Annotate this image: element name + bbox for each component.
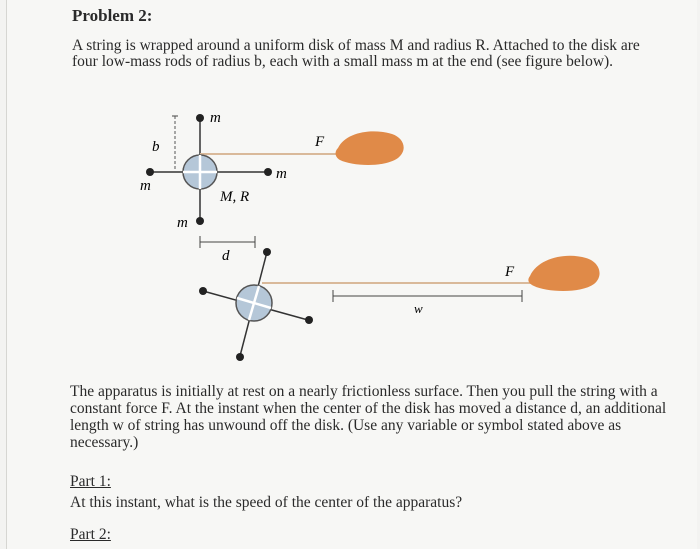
lower-mass-left	[199, 287, 207, 295]
problem-intro: A string is wrapped around a uniform disk of mass M and radius R. Attached to the disk are four low-mass rods of radius b, each with a small mass m at the end (see figure below).	[72, 37, 640, 70]
lower-hand	[528, 256, 599, 291]
label-m-top: m	[210, 110, 221, 126]
upper-mass-left	[146, 168, 154, 176]
label-F-bottom: F	[505, 264, 515, 280]
label-m-left: m	[140, 178, 151, 194]
part1-label: Part 1:	[70, 473, 111, 490]
part1-question: At this instant, what is the speed of the center of the apparatus?	[70, 494, 463, 511]
label-m-right: m	[276, 166, 287, 182]
upper-mass-top	[196, 114, 204, 122]
problem-title: Problem 2:	[72, 6, 153, 25]
lower-mass-right	[305, 316, 313, 324]
label-w: w	[414, 301, 423, 316]
label-m-bottom: m	[177, 215, 188, 231]
upper-hand	[336, 131, 404, 165]
label-d: d	[222, 248, 230, 264]
part2-label: Part 2:	[70, 526, 111, 543]
lower-mass-bottom	[236, 353, 244, 361]
problem-description: The apparatus is initially at rest on a nearly frictionless surface. Then you pull the string with a constant force F. At the instant when the center of the disk has moved a distance d, an additional length w of string has unwound off the disk. (Use any variable or symbol stated above as necessary.)	[70, 383, 667, 451]
label-F-top: F	[315, 134, 325, 150]
label-b: b	[152, 139, 160, 155]
lower-mass-top	[263, 248, 271, 256]
label-MR: M, R	[220, 189, 250, 205]
upper-mass-right	[264, 168, 272, 176]
upper-mass-bottom	[196, 217, 204, 225]
